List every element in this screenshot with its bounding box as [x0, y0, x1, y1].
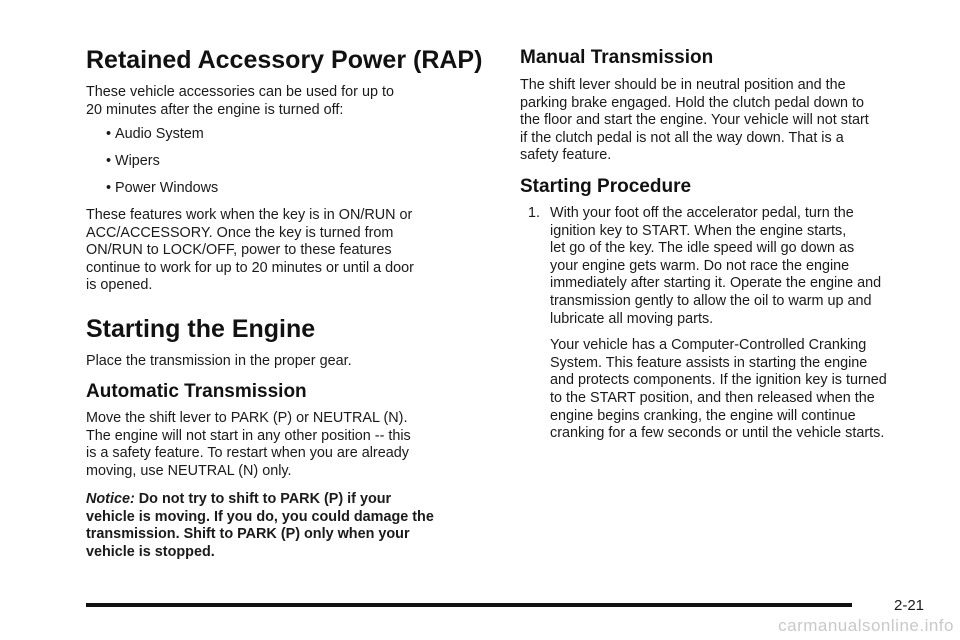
step-number: 1. — [528, 205, 541, 221]
list-item: • Audio System — [106, 126, 204, 142]
notice-text: Do not try to shift to PARK (P) if your vehicle is moving. If you do, you could damage the transmission. Shift to PARK (P) only when your vehicle is stopped. — [86, 491, 434, 560]
manual-transmission-title: Manual Transmission — [520, 47, 714, 68]
step-text: With your foot off the accelerator pedal, turn the ignition key to START. When the engine starts, let go of the key. The idle speed will go down as your engine gets warm. Do not race the engine immediately after starting it. Operate the engine and transmission gently to allow the oil to warm up and lubricate all moving parts. — [550, 205, 882, 327]
manual-transmission-body: The shift lever should be in neutral position and the parking brake engaged. Hold the clutch pedal down to the floor and start the engine. Your vehicle will not start if the clutch pedal is not all the way down. That is a safety feature. — [520, 77, 869, 164]
rap-body: These features work when the key is in ON/RUN or ACC/ACCESSORY. Once the key is turned from ON/RUN to LOCK/OFF, power to these features continue to work for up to 20 minutes or until a door is opened. — [86, 207, 414, 294]
rap-intro: These vehicle accessories can be used for up to 20 minutes after the engine is turned off: — [86, 84, 394, 118]
notice — [86, 491, 486, 561]
procedure-steps — [520, 205, 930, 443]
rap-title: Retained Accessory Power (RAP) — [86, 46, 483, 74]
bullet-icon: • — [106, 180, 112, 197]
engine-intro: Place the transmission in the proper gear. — [86, 353, 352, 369]
bullet-icon: • — [106, 126, 112, 142]
list-item: • Power Windows — [106, 180, 219, 197]
list-item: • Wipers — [106, 153, 160, 170]
rap-list — [86, 126, 486, 207]
footer-rule — [86, 603, 852, 607]
bullet-icon: • — [106, 153, 112, 170]
step-extra-text: Your vehicle has a Computer-Controlled Cranking System. This feature assists in starting the engine and protects components. If the ignition key is turned to the START position, and then released when the engine begins cranking, the engine will continue cranking for a few seconds or until the vehicle starts. — [550, 337, 887, 442]
watermark: carmanualsonline.info — [778, 616, 954, 635]
page-number: 2-21 — [894, 597, 925, 614]
list-item — [520, 205, 930, 443]
starting-procedure-title: Starting Procedure — [520, 176, 692, 197]
auto-transmission-body: Move the shift lever to PARK (P) or NEUTRAL (N). The engine will not start in any other position -- this is a safety feature. To restart when you are already moving, use NEUTRAL (N) only. — [86, 410, 411, 479]
notice-label: Notice: — [86, 491, 135, 507]
engine-title: Starting the Engine — [86, 315, 316, 343]
auto-transmission-title: Automatic Transmission — [86, 381, 307, 402]
